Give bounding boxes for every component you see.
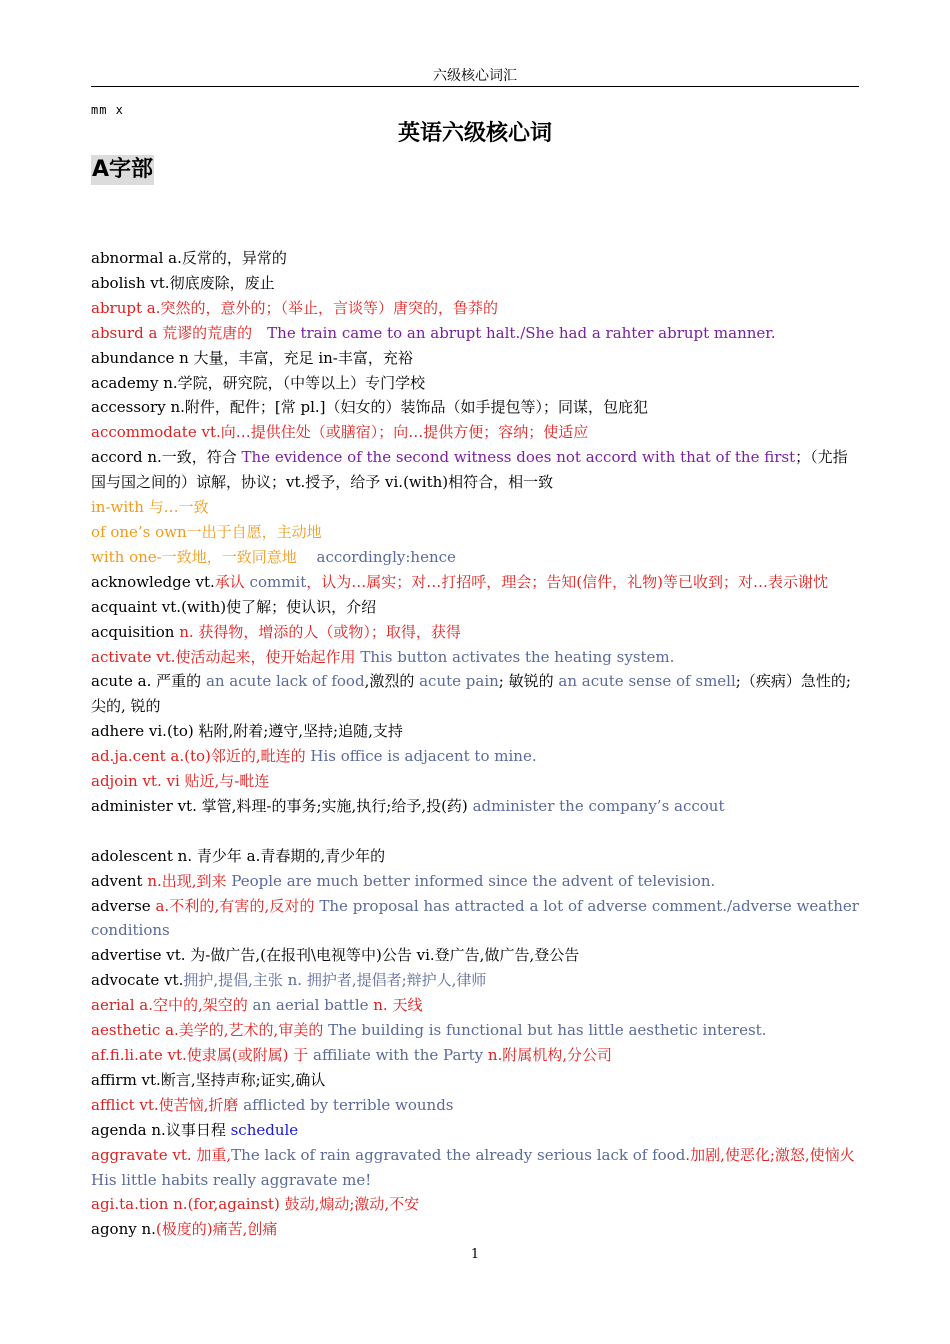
vocabulary-entry <box>91 620 859 645</box>
entry-segment: .加剧,使恶化;激怒,使恼火 <box>685 1145 855 1164</box>
entry-segment: aerial a.空中的,架空的 <box>91 996 253 1015</box>
entry-segment: abundance n 大量，丰富，充足 in-丰富，充裕 <box>91 348 413 367</box>
vocabulary-entry <box>91 395 859 420</box>
entry-segment: ;（疾病）急性的; 尖的, 锐的 <box>91 672 851 716</box>
entry-segment: ad.ja.cent a.(to)邻近的,毗连的 <box>91 747 311 766</box>
entry-segment: agenda n.议事日程 <box>91 1120 231 1139</box>
vocabulary-entry <box>91 296 859 321</box>
entry-segment: schedule <box>230 1120 299 1139</box>
entry-segment: accord n.一致，符合 <box>91 448 242 467</box>
vocabulary-entry <box>91 894 859 944</box>
entry-segment: abolish vt.彻底废除，废止 <box>91 273 275 292</box>
vocabulary-entry <box>91 1043 859 1068</box>
entry-segment: The building is functional but has little aesthetic interest. <box>328 1021 767 1040</box>
entry-segment: activate vt.使活动起来，使开始起作用 <box>91 647 361 666</box>
entry-segment: with one-一致地，一致同意地 <box>91 547 317 566</box>
entry-segment: an acute lack of food <box>205 672 365 691</box>
vocabulary-entry <box>91 495 859 520</box>
entry-segment: absurd a 荒谬的荒唐的 <box>91 323 268 342</box>
entry-segment: The proposal has attracted a lot of adverse comment./adverse weather conditions <box>91 896 859 940</box>
entry-segment: administer the company’s accout <box>472 796 725 815</box>
entry-segment: 拥护,提倡,主张 n. 拥护者,提倡者;辩护人,律师 <box>183 971 487 990</box>
entry-segment: acute a. 严重的 <box>91 672 206 691</box>
vocabulary-entry <box>91 968 859 993</box>
entry-segment: n. 获得物，增添的人（或物）；取得，获得 <box>179 622 461 641</box>
entry-segment: accessory n.附件，配件；[常 pl.]（妇女的）装饰品（如手提包等）；同谋，包庇犯 <box>91 398 649 417</box>
vocabulary-list <box>91 246 859 1242</box>
corner-note: mm x <box>91 103 124 117</box>
entry-segment: n. 天线 <box>373 996 423 1015</box>
running-header: 六级核心词汇 <box>433 68 517 84</box>
vocabulary-entry <box>91 993 859 1018</box>
entry-segment: 承认 <box>214 572 250 591</box>
entry-segment: in-with 与…一致 <box>91 498 209 517</box>
vocabulary-entry <box>91 1068 859 1093</box>
entry-segment: commit <box>249 572 307 591</box>
entry-segment: accommodate vt.向…提供住处（或膳宿）；向…提供方便；容纳；使适应 <box>91 423 589 442</box>
entry-segment: ，认为…属实；对…打招呼，理会；告知(信件，礼物)等已收到；对…表示谢忱 <box>306 572 828 591</box>
entry-segment: (极度的)痛苦,创痛 <box>155 1220 278 1239</box>
vocabulary-entry <box>91 371 859 396</box>
entry-segment: aesthetic a.美学的,艺术的,审美的 <box>91 1021 329 1040</box>
entry-segment: acquisition <box>91 622 180 641</box>
vocabulary-entry <box>91 595 859 620</box>
page-number: 1 <box>470 1247 480 1262</box>
entry-segment: aggravate vt. 加重, <box>91 1145 232 1164</box>
vocabulary-entry <box>91 943 859 968</box>
entry-segment: acknowledge vt. <box>91 572 215 591</box>
vocabulary-entry <box>91 1118 859 1143</box>
entry-segment: The lack of rain aggravated the already serious lack of food <box>231 1145 686 1164</box>
entry-segment: n.出现,到来 <box>147 871 232 890</box>
vocabulary-entry <box>91 420 859 445</box>
entry-segment: affiliate with the Party <box>313 1045 488 1064</box>
entry-segment: of one’s own一出于自愿，主动地 <box>91 522 322 541</box>
vocabulary-entry <box>91 1143 859 1193</box>
vocabulary-entry <box>91 246 859 271</box>
section-heading: A字部 <box>91 155 154 185</box>
vocabulary-entry <box>91 520 859 545</box>
entry-segment: n.附属机构,分公司 <box>487 1045 613 1064</box>
entry-segment: an acute sense of smell <box>558 672 736 691</box>
entry-segment: af.fi.li.ate vt.使隶属(或附属) 于 <box>91 1045 313 1064</box>
vocabulary-entry <box>91 1093 859 1118</box>
entry-segment: advent <box>91 871 148 890</box>
entry-segment: afflicted by terrible wounds <box>243 1095 454 1114</box>
entry-segment: adverse <box>91 896 156 915</box>
entry-segment: administer vt. 掌管,料理-的事务;实施,执行;给予,投(药) <box>91 796 473 815</box>
vocabulary-entry <box>91 321 859 346</box>
entry-segment: ; 敏锐的 <box>498 672 559 691</box>
vocabulary-entry <box>91 445 859 495</box>
entry-segment: agony n. <box>91 1220 156 1239</box>
entry-segment: accordingly:hence <box>316 547 456 566</box>
entry-segment: People are much better informed since the advent of television. <box>231 871 716 890</box>
vocabulary-entry <box>91 545 859 570</box>
entry-segment: adhere vi.(to) 粘附,附着;遵守,坚持;追随,支持 <box>91 722 403 741</box>
vocabulary-entry <box>91 1192 859 1217</box>
vocabulary-entry <box>91 1217 859 1242</box>
entry-segment: academy n.学院，研究院，（中等以上）专门学校 <box>91 373 426 392</box>
vocabulary-entry <box>91 844 859 869</box>
entry-segment: agi.ta.tion n.(for,against) 鼓动,煽动;激动,不安 <box>91 1195 420 1214</box>
entry-segment: an aerial battle <box>252 996 374 1015</box>
document-title: 英语六级核心词 <box>397 121 552 146</box>
entry-segment: afflict vt.使苦恼,折磨 <box>91 1095 244 1114</box>
vocabulary-entry <box>91 669 859 719</box>
entry-segment: ,激烈的 <box>364 672 420 691</box>
entry-segment: acquaint vt.(with)使了解；使认识，介绍 <box>91 597 377 616</box>
entry-segment: advertise vt. 为-做广告,(在报刊\电视等中)公告 vi.登广告,做广告,登公告 <box>91 946 580 965</box>
entry-segment: This button activates the heating system. <box>360 647 675 666</box>
vocabulary-entry <box>91 645 859 670</box>
entry-segment: The train came to an abrupt halt./She had a rahter abrupt manner. <box>267 323 776 342</box>
entry-segment: abnormal a.反常的，异常的 <box>91 249 287 267</box>
entry-segment: affirm vt.断言,坚持声称;证实,确认 <box>91 1070 326 1089</box>
entry-segment: adjoin vt. vi 贴近,与-毗连 <box>91 772 270 791</box>
entry-segment: His office is adjacent to mine. <box>310 747 537 766</box>
entry-segment: a.不利的,有害的,反对的 <box>155 896 320 915</box>
blank-line <box>91 819 859 844</box>
vocabulary-entry <box>91 744 859 769</box>
vocabulary-entry <box>91 794 859 819</box>
entry-segment: abrupt a.突然的，意外的；（举止，言谈等）唐突的，鲁莽的 <box>91 298 498 317</box>
entry-segment: The evidence of the second witness does not accord with that of the first <box>241 448 796 467</box>
entry-segment: His little habits really aggravate me! <box>91 1170 372 1189</box>
vocabulary-entry <box>91 271 859 296</box>
entry-segment: advocate vt. <box>91 971 184 990</box>
header-rule <box>91 86 859 87</box>
vocabulary-entry <box>91 346 859 371</box>
vocabulary-entry <box>91 570 859 595</box>
vocabulary-entry <box>91 1018 859 1043</box>
vocabulary-entry <box>91 769 859 794</box>
entry-segment: ；（尤指国与国之间的）谅解，协议；vt.授予，给予 vi.(with)相符合，相一致 <box>91 448 848 492</box>
vocabulary-entry <box>91 719 859 744</box>
entry-segment: acute pain <box>419 672 499 691</box>
vocabulary-entry <box>91 869 859 894</box>
entry-segment: adolescent n. 青少年 a.青春期的,青少年的 <box>91 846 386 865</box>
